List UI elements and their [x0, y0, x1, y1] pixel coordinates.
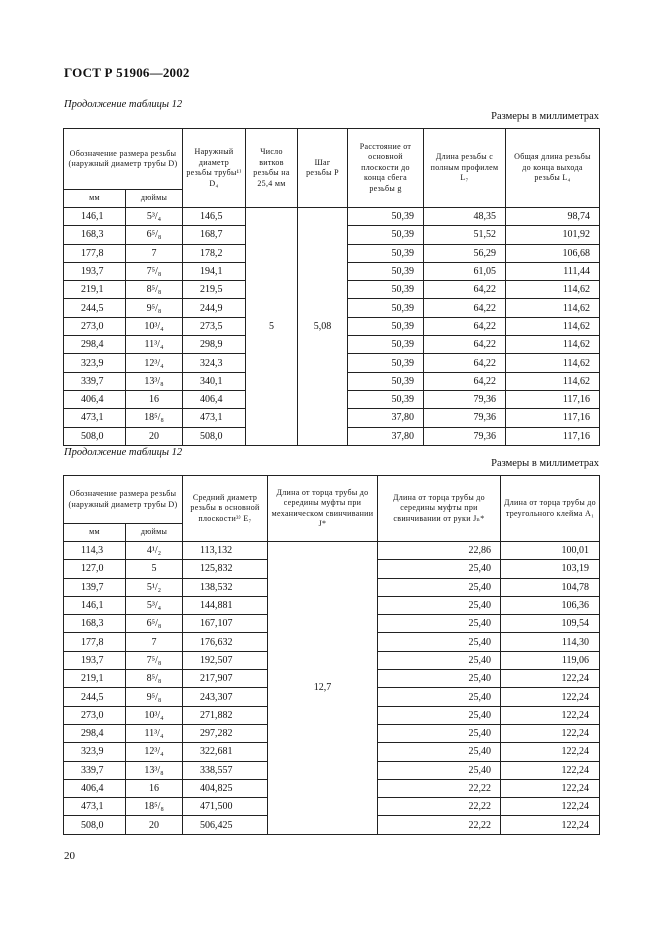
cell-mm: 177,8 — [64, 244, 126, 262]
cell-stamp-length: 106,36 — [501, 596, 600, 614]
cell-distance: 37,80 — [348, 427, 424, 445]
cell-inches: 20 — [126, 427, 183, 445]
cell-full-profile-length: 56,29 — [424, 244, 506, 262]
cell-inches: 13³/₈ — [126, 372, 183, 390]
cell-hand-length: 25,40 — [378, 651, 501, 669]
cell-mm: 219,1 — [64, 281, 126, 299]
cell-stamp-length: 122,24 — [501, 670, 600, 688]
cell-distance: 50,39 — [348, 299, 424, 317]
cell-stamp-length: 122,24 — [501, 724, 600, 742]
cell-stamp-length: 109,54 — [501, 615, 600, 633]
cell-total-length: 114,62 — [506, 281, 600, 299]
table-row — [64, 542, 600, 560]
cell-mm: 508,0 — [64, 427, 126, 445]
cell-mean-diameter: 243,307 — [183, 688, 268, 706]
cell-mm: 406,4 — [64, 779, 126, 797]
cell-inches: 5¹/₂ — [126, 578, 183, 596]
cell-distance: 50,39 — [348, 390, 424, 408]
cell-mean-diameter: 322,681 — [183, 743, 268, 761]
cell-inches: 18⁵/₈ — [126, 409, 183, 427]
cell-total-length: 106,68 — [506, 244, 600, 262]
cell-outer-diameter: 178,2 — [183, 244, 246, 262]
cell-hand-length: 25,40 — [378, 761, 501, 779]
cell-hand-length: 22,22 — [378, 816, 501, 834]
cell-full-profile-length: 64,22 — [424, 372, 506, 390]
cell-distance: 50,39 — [348, 262, 424, 280]
cell-mm: 244,5 — [64, 688, 126, 706]
cell-stamp-length: 119,06 — [501, 651, 600, 669]
cell-hand-length: 25,40 — [378, 560, 501, 578]
cell-stamp-length: 100,01 — [501, 542, 600, 560]
cell-full-profile-length: 48,35 — [424, 208, 506, 226]
cell-inches: 16 — [126, 779, 183, 797]
cell-mm: 139,7 — [64, 578, 126, 596]
cell-pitch-merged: 5,08 — [298, 208, 348, 446]
cell-inches: 18⁵/₈ — [126, 798, 183, 816]
cell-mm: 177,8 — [64, 633, 126, 651]
cell-mm: 298,4 — [64, 724, 126, 742]
thread-parameters-table-2 — [63, 475, 600, 835]
cell-outer-diameter: 340,1 — [183, 372, 246, 390]
cell-hand-length: 25,40 — [378, 706, 501, 724]
cell-full-profile-length: 64,22 — [424, 317, 506, 335]
th-triangle-stamp-length: Длина от торца трубы до треугольного клейма A₁ — [501, 476, 600, 542]
th-turns: Число витков резьбы на 25,4 мм — [246, 129, 298, 208]
cell-mm: 323,9 — [64, 354, 126, 372]
cell-total-length: 114,62 — [506, 336, 600, 354]
cell-full-profile-length: 79,36 — [424, 427, 506, 445]
cell-distance: 50,39 — [348, 208, 424, 226]
cell-outer-diameter: 406,4 — [183, 390, 246, 408]
cell-outer-diameter: 473,1 — [183, 409, 246, 427]
cell-inches: 16 — [126, 390, 183, 408]
cell-mean-diameter: 192,507 — [183, 651, 268, 669]
cell-mm: 219,1 — [64, 670, 126, 688]
cell-total-length: 111,44 — [506, 262, 600, 280]
cell-outer-diameter: 219,5 — [183, 281, 246, 299]
table1-units-label: Размеры в миллиметрах — [491, 111, 599, 122]
thread-parameters-table-1 — [63, 128, 600, 446]
cell-total-length: 114,62 — [506, 317, 600, 335]
cell-stamp-length: 122,24 — [501, 688, 600, 706]
cell-full-profile-length: 79,36 — [424, 390, 506, 408]
cell-outer-diameter: 244,9 — [183, 299, 246, 317]
th-mean-diameter: Средний диаметр резьбы в основной плоскости³⁾ E₇ — [183, 476, 268, 542]
cell-full-profile-length: 64,22 — [424, 281, 506, 299]
cell-mean-diameter: 506,425 — [183, 816, 268, 834]
cell-mm: 473,1 — [64, 409, 126, 427]
cell-stamp-length: 122,24 — [501, 816, 600, 834]
cell-mean-diameter: 113,132 — [183, 542, 268, 560]
cell-mean-diameter: 297,282 — [183, 724, 268, 742]
th-mm-2: мм — [64, 524, 126, 542]
cell-mm: 508,0 — [64, 816, 126, 834]
cell-mm: 114,3 — [64, 542, 126, 560]
cell-inches: 12³/₄ — [126, 743, 183, 761]
th-pitch: Шаг резьбы P — [298, 129, 348, 208]
cell-mechanical-length-merged: 12,7 — [268, 542, 378, 835]
cell-mean-diameter: 338,557 — [183, 761, 268, 779]
th-total-length: Общая длина резьбы до конца выхода резьбы L₄ — [506, 129, 600, 208]
cell-total-length: 117,16 — [506, 409, 600, 427]
th-designation-2: Обозначение размера резьбы (наружный диаметр трубы D) — [64, 476, 183, 524]
cell-mm: 273,0 — [64, 706, 126, 724]
cell-mean-diameter: 138,532 — [183, 578, 268, 596]
th-outer-diameter: Наружный диаметр резьбы трубы¹⁾ D₄ — [183, 129, 246, 208]
th-inches-2: дюймы — [126, 524, 183, 542]
cell-inches: 9⁵/₈ — [126, 688, 183, 706]
cell-hand-length: 25,40 — [378, 743, 501, 761]
cell-distance: 50,39 — [348, 317, 424, 335]
cell-inches: 11³/₄ — [126, 336, 183, 354]
cell-mean-diameter: 167,107 — [183, 615, 268, 633]
cell-mm: 273,0 — [64, 317, 126, 335]
cell-inches: 5³/₄ — [126, 208, 183, 226]
cell-outer-diameter: 146,5 — [183, 208, 246, 226]
th-mm: мм — [64, 190, 126, 208]
document-code: ГОСТ Р 51906—2002 — [64, 65, 190, 80]
cell-mm: 244,5 — [64, 299, 126, 317]
cell-hand-length: 25,40 — [378, 688, 501, 706]
cell-stamp-length: 122,24 — [501, 743, 600, 761]
cell-full-profile-length: 64,22 — [424, 336, 506, 354]
cell-mm: 193,7 — [64, 651, 126, 669]
cell-mm: 323,9 — [64, 743, 126, 761]
cell-total-length: 114,62 — [506, 372, 600, 390]
table-row — [64, 208, 600, 226]
cell-mean-diameter: 144,881 — [183, 596, 268, 614]
cell-distance: 50,39 — [348, 372, 424, 390]
cell-stamp-length: 122,24 — [501, 706, 600, 724]
th-distance: Расстояние от основной плоскости до конца сбега резьбы g — [348, 129, 424, 208]
cell-inches: 20 — [126, 816, 183, 834]
cell-total-length: 114,62 — [506, 354, 600, 372]
cell-hand-length: 25,40 — [378, 633, 501, 651]
th-designation: Обозначение размера резьбы (наружный диаметр трубы D) — [64, 129, 183, 190]
cell-hand-length: 25,40 — [378, 724, 501, 742]
cell-outer-diameter: 168,7 — [183, 226, 246, 244]
cell-full-profile-length: 64,22 — [424, 299, 506, 317]
cell-full-profile-length: 51,52 — [424, 226, 506, 244]
cell-outer-diameter: 194,1 — [183, 262, 246, 280]
cell-inches: 13³/₈ — [126, 761, 183, 779]
cell-inches: 7 — [126, 244, 183, 262]
cell-outer-diameter: 508,0 — [183, 427, 246, 445]
cell-inches: 9⁵/₈ — [126, 299, 183, 317]
cell-hand-length: 22,22 — [378, 779, 501, 797]
cell-inches: 6⁵/₈ — [126, 615, 183, 633]
cell-inches: 7 — [126, 633, 183, 651]
cell-outer-diameter: 273,5 — [183, 317, 246, 335]
cell-distance: 50,39 — [348, 281, 424, 299]
cell-total-length: 114,62 — [506, 299, 600, 317]
cell-total-length: 117,16 — [506, 390, 600, 408]
cell-mm: 193,7 — [64, 262, 126, 280]
cell-mean-diameter: 217,907 — [183, 670, 268, 688]
cell-stamp-length: 122,24 — [501, 798, 600, 816]
cell-mean-diameter: 404,825 — [183, 779, 268, 797]
cell-mm: 298,4 — [64, 336, 126, 354]
cell-hand-length: 22,86 — [378, 542, 501, 560]
cell-mm: 473,1 — [64, 798, 126, 816]
cell-mm: 339,7 — [64, 761, 126, 779]
cell-inches: 4¹/₂ — [126, 542, 183, 560]
cell-mm: 406,4 — [64, 390, 126, 408]
cell-inches: 10³/₄ — [126, 317, 183, 335]
cell-hand-length: 25,40 — [378, 670, 501, 688]
cell-outer-diameter: 298,9 — [183, 336, 246, 354]
cell-inches: 10³/₄ — [126, 706, 183, 724]
cell-hand-length: 22,22 — [378, 798, 501, 816]
cell-mm: 146,1 — [64, 208, 126, 226]
cell-hand-length: 25,40 — [378, 578, 501, 596]
cell-inches: 5³/₄ — [126, 596, 183, 614]
cell-mm: 168,3 — [64, 226, 126, 244]
cell-stamp-length: 103,19 — [501, 560, 600, 578]
cell-distance: 50,39 — [348, 354, 424, 372]
cell-full-profile-length: 64,22 — [424, 354, 506, 372]
cell-mm: 339,7 — [64, 372, 126, 390]
table2-continuation-label: Продолжение таблицы 12 — [64, 447, 183, 458]
cell-full-profile-length: 79,36 — [424, 409, 506, 427]
cell-total-length: 117,16 — [506, 427, 600, 445]
th-full-profile-length: Длина резьбы с полным профилем L₇ — [424, 129, 506, 208]
cell-inches: 7⁵/₈ — [126, 651, 183, 669]
cell-stamp-length: 122,24 — [501, 779, 600, 797]
cell-hand-length: 25,40 — [378, 596, 501, 614]
cell-mean-diameter: 271,882 — [183, 706, 268, 724]
th-mechanical-makeup-length: Длина от торца трубы до середины муфты при механическом свинчивании J* — [268, 476, 378, 542]
cell-mm: 168,3 — [64, 615, 126, 633]
cell-mm: 127,0 — [64, 560, 126, 578]
page-number: 20 — [64, 850, 75, 862]
cell-stamp-length: 114,30 — [501, 633, 600, 651]
cell-inches: 11³/₄ — [126, 724, 183, 742]
cell-full-profile-length: 61,05 — [424, 262, 506, 280]
cell-outer-diameter: 324,3 — [183, 354, 246, 372]
cell-mm: 146,1 — [64, 596, 126, 614]
cell-inches: 6⁵/₈ — [126, 226, 183, 244]
cell-inches: 7⁵/₈ — [126, 262, 183, 280]
cell-mean-diameter: 471,500 — [183, 798, 268, 816]
cell-inches: 8⁵/₈ — [126, 670, 183, 688]
cell-distance: 37,80 — [348, 409, 424, 427]
cell-stamp-length: 122,24 — [501, 761, 600, 779]
cell-inches: 8⁵/₈ — [126, 281, 183, 299]
cell-inches: 12³/₄ — [126, 354, 183, 372]
th-hand-makeup-length: Длина от торца трубы до середины муфты при свинчивании от руки Jₙ* — [378, 476, 501, 542]
table1-continuation-label: Продолжение таблицы 12 — [64, 99, 183, 110]
cell-distance: 50,39 — [348, 244, 424, 262]
cell-turns-merged: 5 — [246, 208, 298, 446]
cell-total-length: 98,74 — [506, 208, 600, 226]
cell-mean-diameter: 176,632 — [183, 633, 268, 651]
cell-hand-length: 25,40 — [378, 615, 501, 633]
cell-distance: 50,39 — [348, 336, 424, 354]
cell-mean-diameter: 125,832 — [183, 560, 268, 578]
cell-inches: 5 — [126, 560, 183, 578]
cell-total-length: 101,92 — [506, 226, 600, 244]
cell-stamp-length: 104,78 — [501, 578, 600, 596]
table2-units-label: Размеры в миллиметрах — [491, 458, 599, 469]
cell-distance: 50,39 — [348, 226, 424, 244]
th-inches: дюймы — [126, 190, 183, 208]
